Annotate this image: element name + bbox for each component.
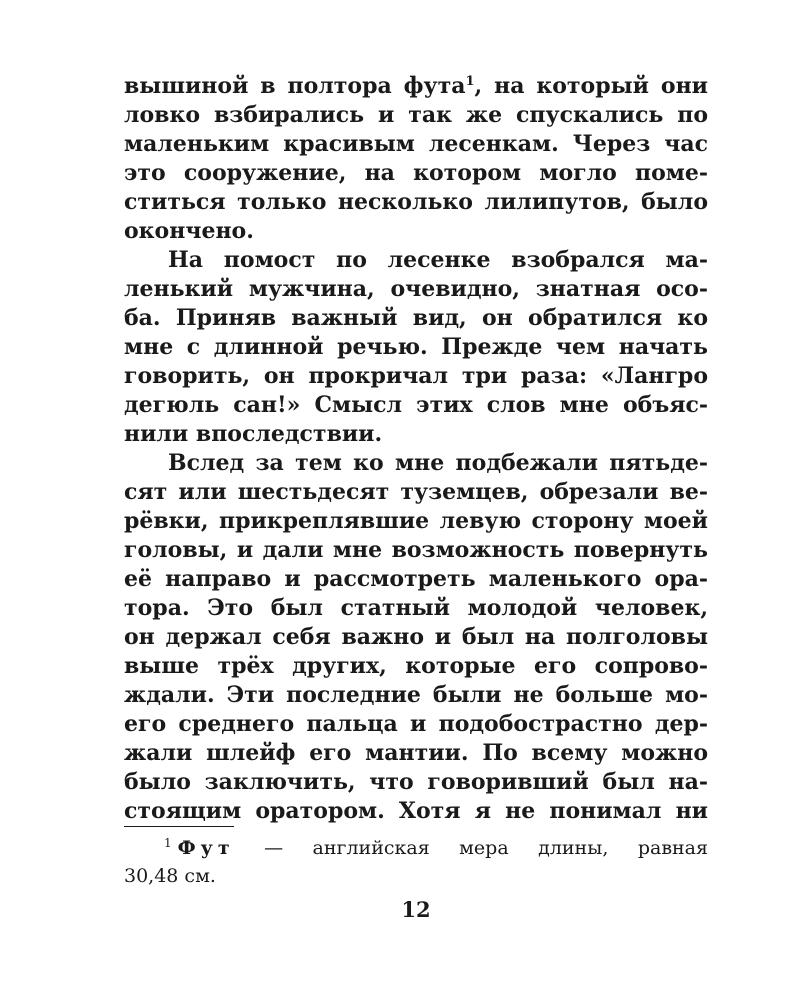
footnote-line [124,834,708,862]
text-line: маленьким красивым лесенкам. Через час [124,131,708,157]
text-line: было заключить, что говоривший был на- [124,769,708,795]
text-fragment: , на который они [474,73,708,99]
text-line: её направо и рассмотреть маленького ора- [124,566,708,592]
footnote-reference[interactable]: 1 [465,74,475,89]
text-line: ждали. Эти последние были не больше мо- [124,682,708,708]
footnote-line: 30,48 см. [124,865,216,887]
body-text [124,72,708,826]
text-line: выше трёх других, которые его сопрово- [124,653,708,679]
text-fragment: вышиной в полтора фута [124,73,466,99]
text-line: дегюль сан!» Смысл этих слов мне объяс- [124,392,708,418]
text-line: окончено. [124,218,254,244]
text-line: ститься только несколько лилипутов, было [124,189,708,215]
text-line: ленький мужчина, очевидно, знатная осо- [124,276,708,302]
text-line: стоящим оратором. Хотя я не понимал ни [124,798,708,824]
text-line: ловко взбирались и так же спускались по [124,102,708,128]
text-line: нили впоследствии. [124,421,383,447]
text-line: сят или шестьдесят туземцев, обрезали ве- [124,479,708,505]
text-line [124,72,708,101]
text-line: головы, и дали мне возможность повернуть [124,537,708,563]
footnote-number: 1 [164,836,172,850]
page-number: 12 [401,897,431,922]
text-line: его среднего пальца и подобострастно дер- [124,711,708,737]
text-line: Вслед за тем ко мне подбежали пятьде- [168,450,708,476]
text-line: жали шлейф его мантии. По всему можно [124,740,708,766]
text-line: это сооружение, на котором могло поме- [124,160,708,186]
text-line: он держал себя важно и был на полголовы [124,624,708,650]
footnote-definition: — английская мера длины, равная [234,837,708,859]
footnote [124,834,708,890]
footnote-divider [124,826,234,827]
text-line: рёвки, прикреплявшие левую сторону моей [124,508,708,534]
text-line: ба. Приняв важный вид, он обратился ко [124,305,708,331]
text-line: мне с длинной речью. Прежде чем начать [124,334,708,360]
text-line: говорить, он прокричал три раза: «Лангро [124,363,708,389]
footnote-term: Фут [177,837,235,859]
text-line: тора. Это был статный молодой человек, [124,595,708,621]
text-line: На помост по лесенке взобрался ма- [168,247,708,273]
